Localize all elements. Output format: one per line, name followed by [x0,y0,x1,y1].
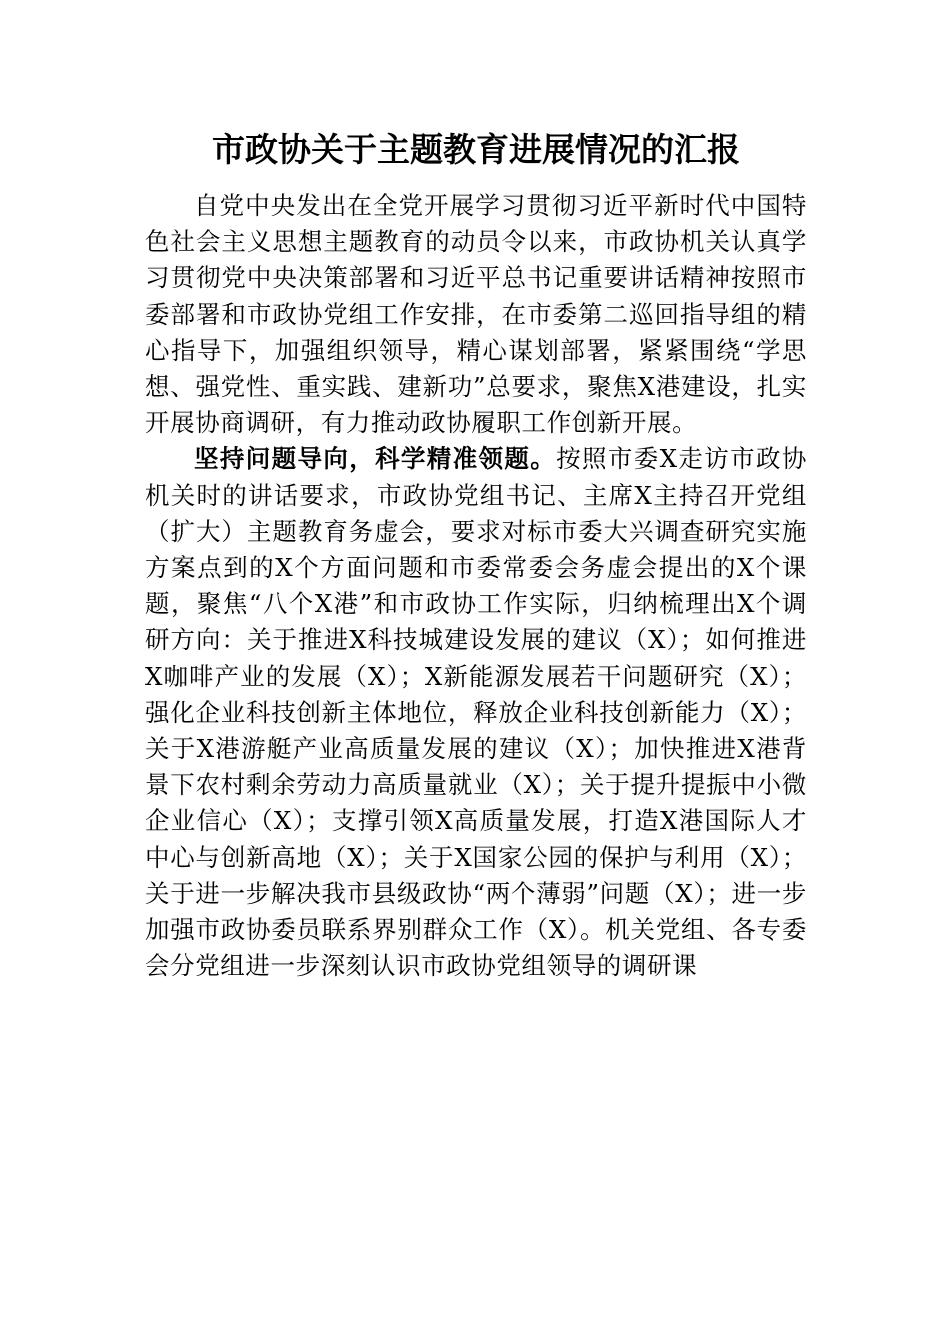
paragraph-text: 自党中央发出在全党开展学习贯彻习近平新时代中国特色社会主义思想主题教育的动员令以来，市政协机关认真学习贯彻党中央决策部署和习近平总书记重要讲话精神按照市委部署和市政协党组工作安排，在市委第二巡回指导组的精心指导下，加强组织领导，精心谋划部署，紧紧围绕“学思想、强党性、重实践、建新功”总要求，聚焦X港建设，扎实开展协商调研，有力推动政协履职工作创新开展。 [145,191,807,438]
paragraph-problem-oriented [145,441,807,984]
paragraph-text: 按照市委X走访市政协机关时的讲话要求，市政协党组书记、主席X主持召开党组（扩大）主题教育务虚会，要求对标市委大兴调查研究实施方案点到的X个方面问题和市委常委会务虚会提出的X个课题，聚焦“八个X港”和市政协工作实际，归纳梳理出X个调研方向：关于推进X科技城建设发展的建议（X）；如何推进X咖啡产业的发展（X）；X新能源发展若干问题研究（X）；强化企业科技创新主体地位，释放企业科技创新能力（X）；关于X港游艇产业高质量发展的建议（X）；加快推进X港背景下农村剩余劳动力高质量就业（X）；关于提升提振中小微企业信心（X）；支撑引领X高质量发展，打造X港国际人才中心与创新高地（X）；关于X国家公园的保护与利用（X）；关于进一步解决我市县级政协“两个薄弱”问题（X）；进一步加强市政协委员联系界别群众工作（X）。机关党组、各专委会分党组进一步深刻认识市政协党组领导的调研课 [145,444,807,981]
document-title: 市政协关于主题教育进展情况的汇报 [212,130,740,169]
paragraph-lead-heading: 坚持问题导向，科学精准领题。 [194,444,557,474]
document-body [145,188,807,984]
paragraph-intro [145,188,807,441]
